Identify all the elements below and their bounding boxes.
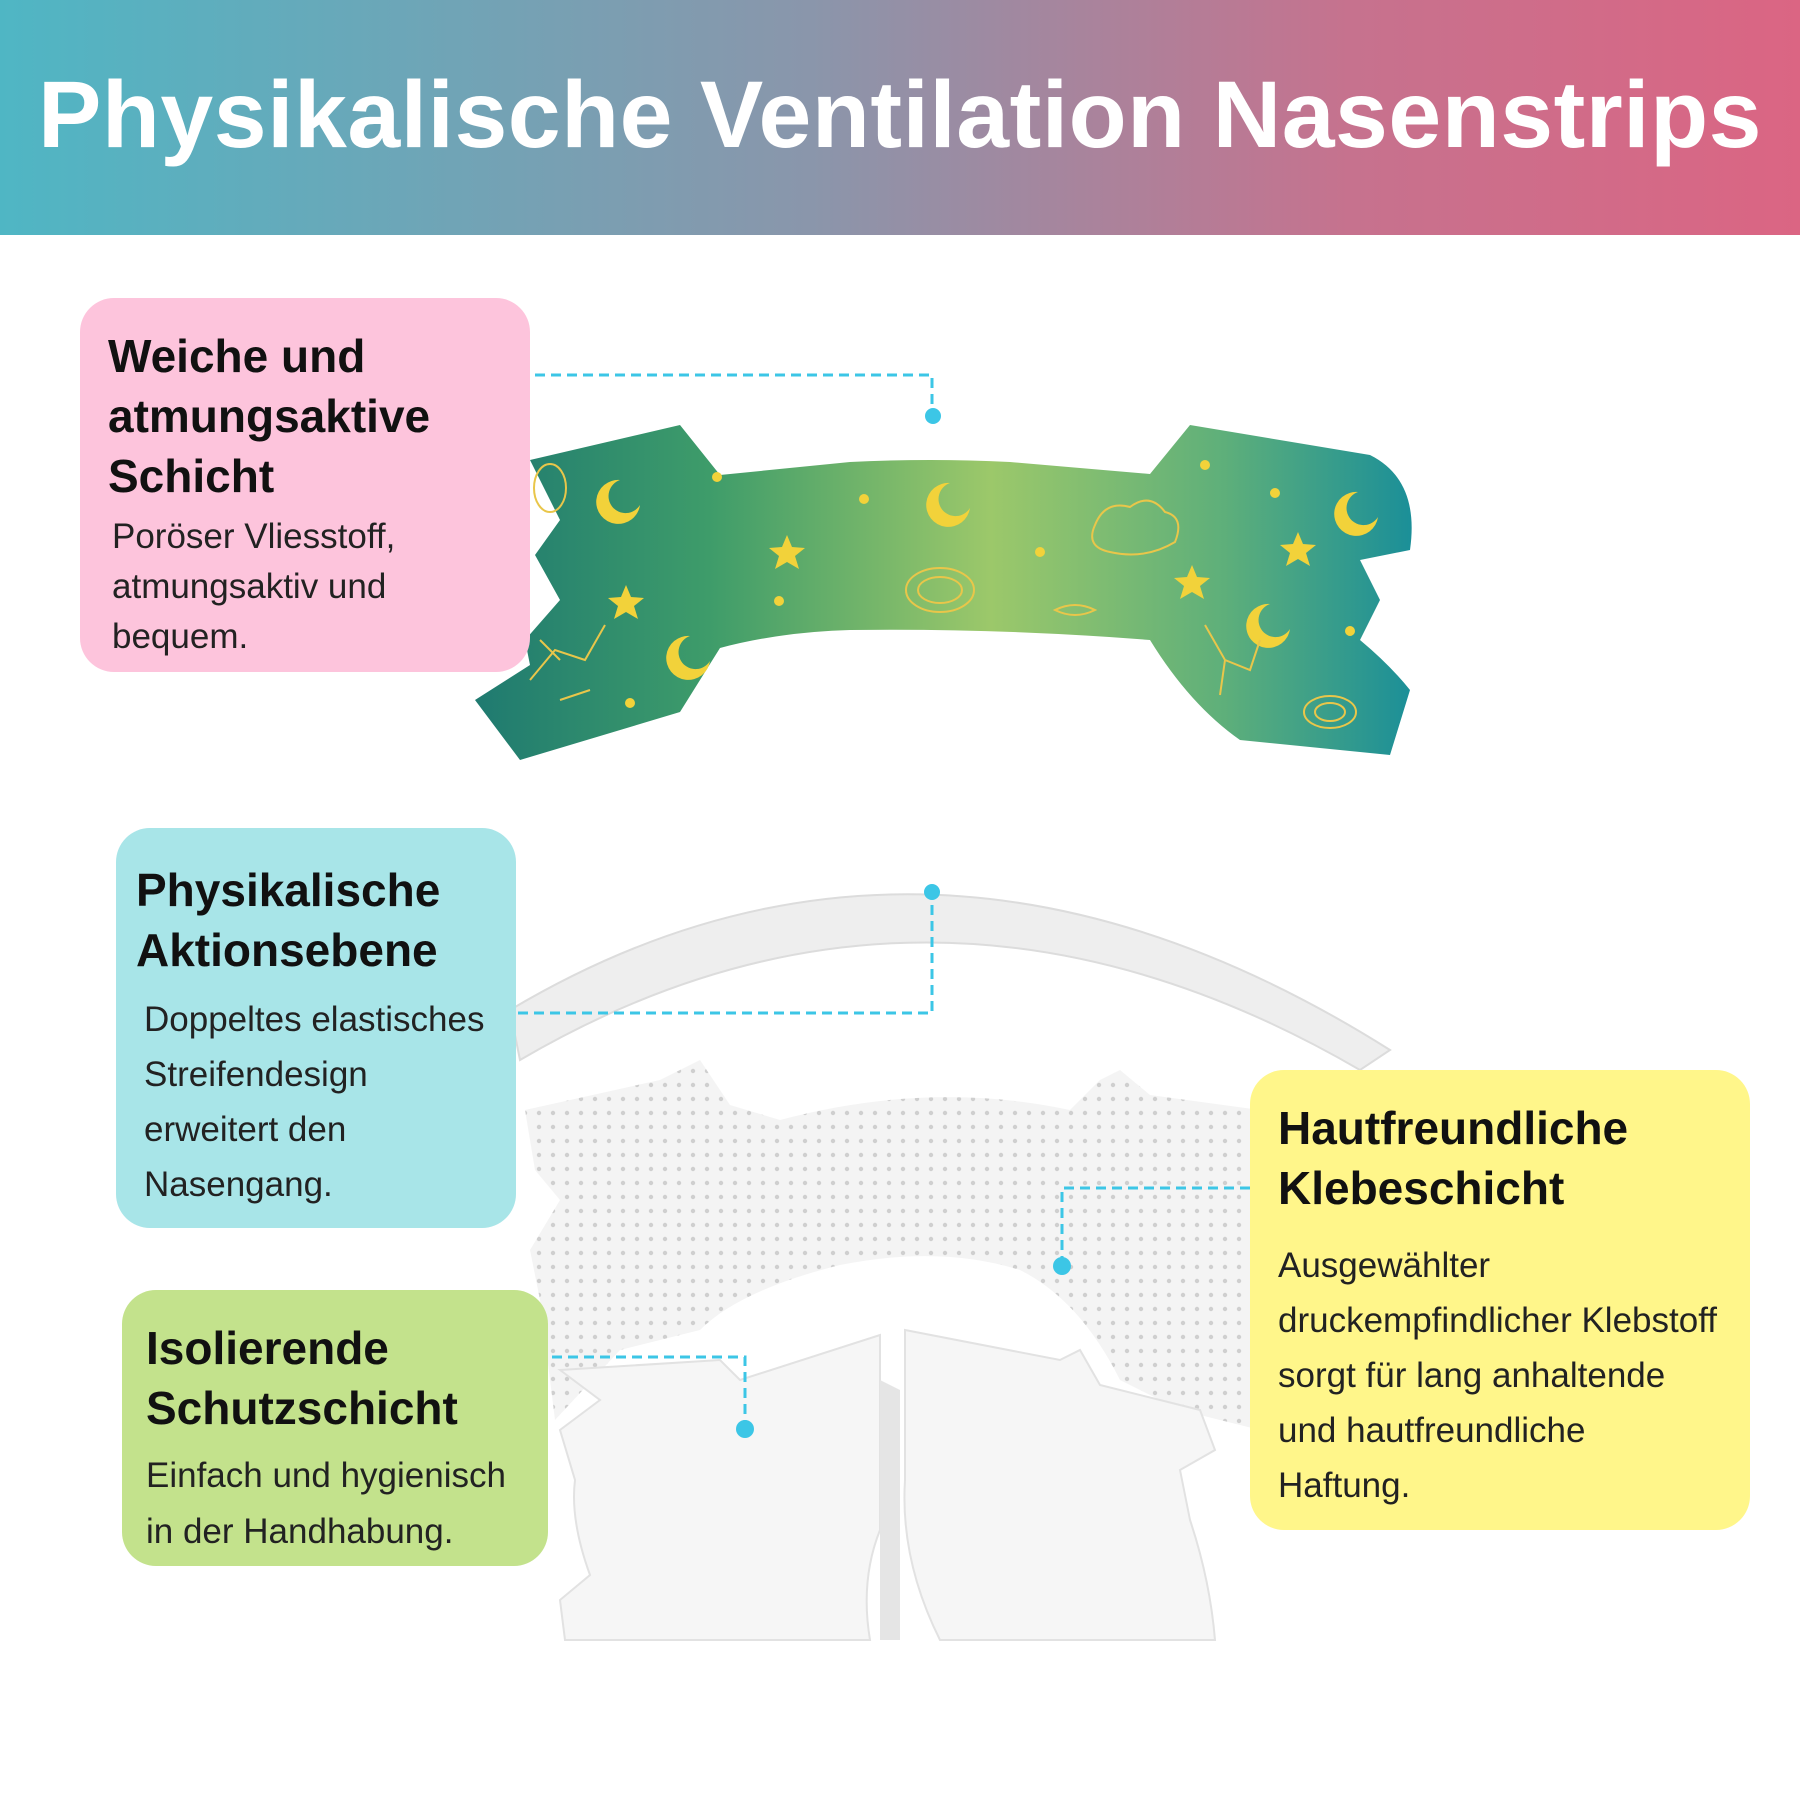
soft-layer-strip xyxy=(475,425,1412,760)
callout-title: Isolierende Schutzschicht xyxy=(146,1322,458,1434)
callout-description: Poröser Vliesstoff, atmungsaktiv und bequem. xyxy=(112,517,396,656)
callout-description: Ausgewählter druckempfindlicher Klebstoff sorgt für lang anhaltende und hautfreundliche Haftung. xyxy=(1278,1246,1718,1505)
protective-backing-layer xyxy=(560,1330,1215,1640)
callout-action-layer xyxy=(116,828,516,1228)
callout-soft-layer xyxy=(80,298,530,672)
callout-title: Weiche und atmungsaktive Schicht xyxy=(108,330,431,502)
callout-description: Einfach und hygienisch in der Handhabung. xyxy=(146,1456,506,1551)
callout-description: Doppeltes elastisches Streifendesign erweitert den Nasengang. xyxy=(144,1000,485,1204)
callout-adhesive-layer xyxy=(1250,1070,1750,1530)
page-title: Physikalische Ventilation Nasenstrips xyxy=(38,62,1762,168)
elastic-band-layer xyxy=(510,894,1390,1070)
callout-protective-layer xyxy=(122,1290,548,1566)
connector-soft-layer xyxy=(535,375,941,424)
callout-title: Physikalische Aktionsebene xyxy=(136,864,441,976)
callout-title: Hautfreundliche Klebeschicht xyxy=(1278,1102,1629,1214)
